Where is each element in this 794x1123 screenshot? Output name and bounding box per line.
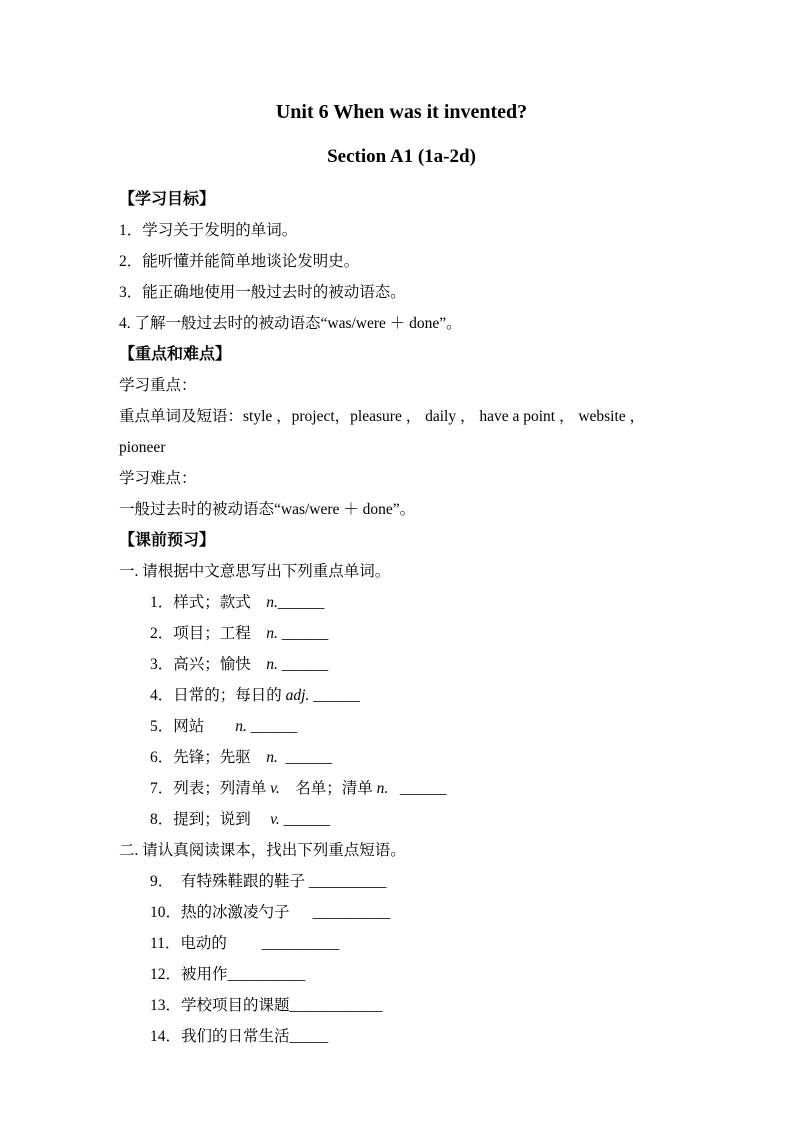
page-title: Unit 6 When was it invented?: [275, 101, 528, 123]
phrase-item-14: 14．我们的日常生活_____: [150, 1028, 329, 1045]
blank-underline: ______: [277, 625, 329, 642]
word-item-1: [150, 587, 684, 618]
preview-header: 【课前预习】: [119, 532, 216, 549]
objective-line-3: 3．能正确地使用一般过去时的被动语态。: [119, 284, 406, 301]
blank-underline: ______: [277, 749, 333, 766]
objective-line-2: 2．能听懂并能简单地谈论发明史。: [119, 253, 360, 270]
part-of-speech: v.: [270, 811, 280, 828]
word-item-5: [150, 711, 684, 742]
part-of-speech: v.: [270, 780, 280, 797]
word-item-6: [150, 742, 684, 773]
blank-underline: ______: [279, 811, 331, 828]
blank-underline: ______: [277, 594, 325, 611]
part-of-speech: n.: [235, 718, 247, 735]
phrase-item-10: 10．热的冰激凌勺子 __________: [150, 904, 391, 921]
keypoints-focus-label: 学习重点：: [119, 377, 197, 394]
blank-underline: ______: [309, 687, 360, 704]
word-item-label: 3．高兴；愉快: [150, 656, 267, 673]
word-item-label: 1．样式；款式: [150, 594, 267, 611]
word-item-3: [150, 649, 684, 680]
word-item-mid: 名单；清单: [279, 780, 377, 797]
word-item-4: [150, 680, 684, 711]
part-of-speech: n.: [266, 594, 278, 611]
part-of-speech: n.: [266, 625, 278, 642]
word-item-8: [150, 804, 684, 835]
objective-line-4: 4. 了解一般过去时的被动语态“was/were ＋ done”。: [119, 315, 462, 332]
blank-underline: ______: [277, 656, 329, 673]
keypoints-words-line: 重点单词及短语：style ，project，pleasure ， daily ， have a point ， website ， pioneer: [119, 408, 649, 456]
phrase-item-13: 13．学校项目的课题____________: [150, 997, 383, 1014]
section-subtitle: Section A1 (1a-2d): [327, 146, 476, 167]
word-item-label: 5．网站: [150, 718, 236, 735]
word-item-label: 4．日常的；每日的: [150, 687, 286, 704]
part-of-speech: n.: [266, 656, 278, 673]
phrase-item-11: 11．电动的 __________: [150, 935, 340, 952]
word-item-label: 7．列表；列清单: [150, 780, 271, 797]
blank-underline: ______: [246, 718, 298, 735]
task2-intro: 二. 请认真阅读课本，找出下列重点短语。: [119, 842, 406, 859]
part-of-speech: adj.: [285, 687, 310, 704]
phrase-item-9: 9． 有特殊鞋跟的鞋子 __________: [150, 873, 387, 890]
word-item-7: [150, 773, 684, 804]
task1-intro: 一. 请根据中文意思写出下列重点单词。: [119, 563, 391, 580]
word-item-2: [150, 618, 684, 649]
objective-line-1: 1．学习关于发明的单词。: [119, 222, 298, 239]
phrase-item-12: 12．被用作__________: [150, 966, 306, 983]
word-item-label: 8．提到；说到: [150, 811, 271, 828]
keypoints-difficulty-line: 一般过去时的被动语态“was/were ＋ done”。: [119, 501, 416, 518]
word-item-label: 6．先锋；先驱: [150, 749, 267, 766]
part-of-speech: n.: [266, 749, 278, 766]
objectives-header: 【学习目标】: [119, 191, 216, 208]
part-of-speech-2: n.: [376, 780, 389, 797]
word-item-label: 2．项目；工程: [150, 625, 267, 642]
keypoints-header: 【重点和难点】: [119, 346, 232, 363]
keypoints-difficulty-label: 学习难点：: [119, 470, 197, 487]
blank-underline: ______: [388, 780, 447, 797]
